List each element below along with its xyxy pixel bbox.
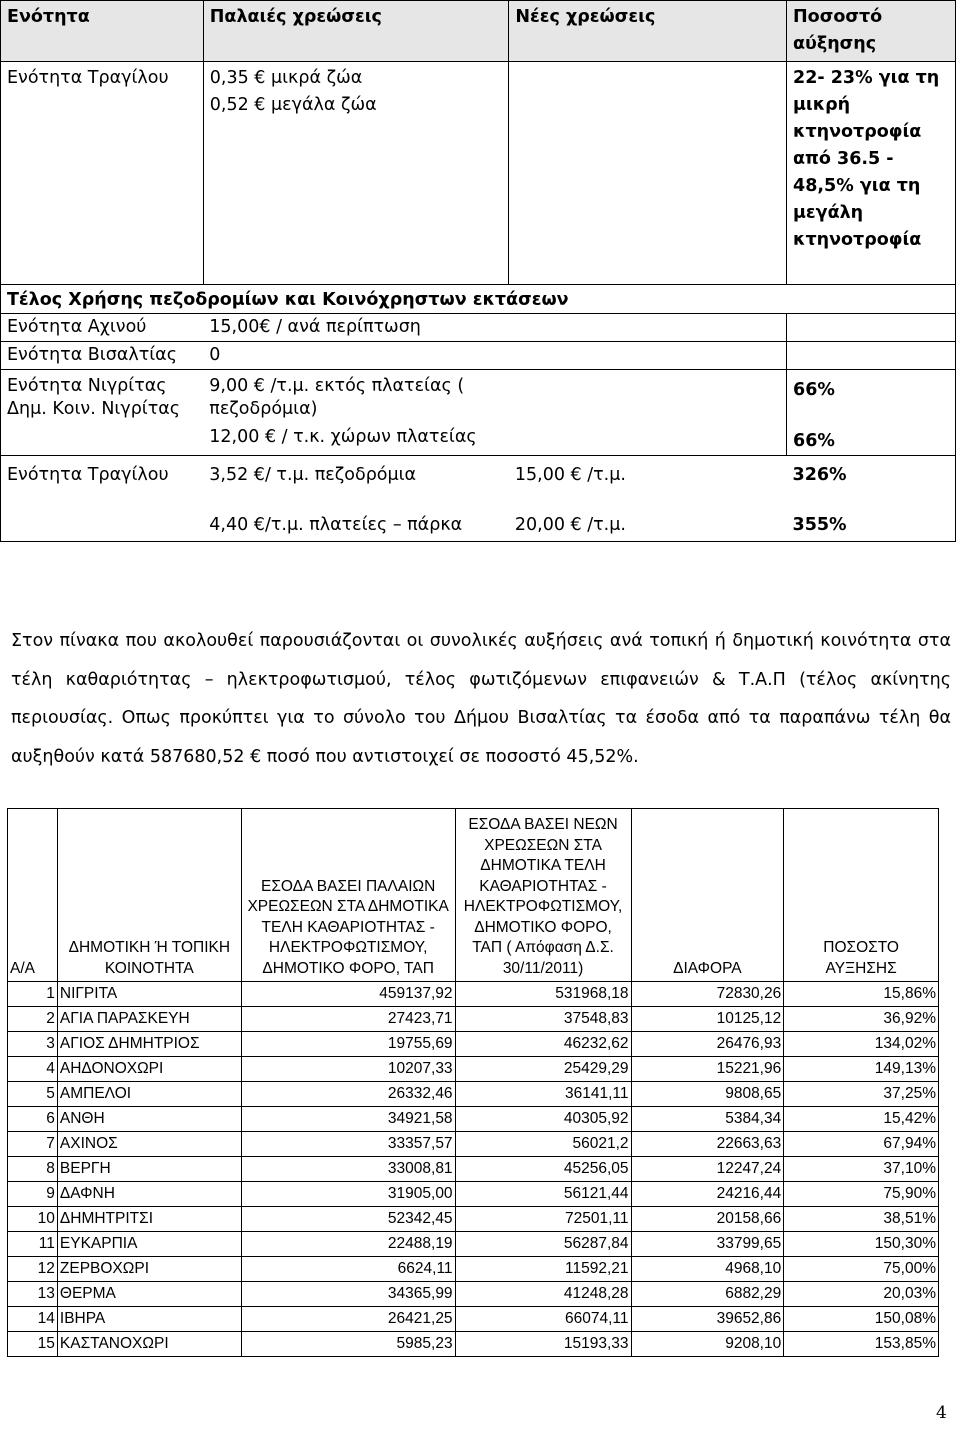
unit-tragilou-2: Ενότητα Τραγίλου bbox=[1, 456, 204, 542]
percent-increase: 150,30% bbox=[784, 1232, 939, 1257]
row-number: 14 bbox=[8, 1307, 58, 1332]
old-revenue: 26332,46 bbox=[241, 1082, 455, 1107]
section-title: Τέλος Χρήσης πεζοδρομίων και Κοινόχρηστων εκτάσεων bbox=[1, 285, 956, 314]
row-number: 4 bbox=[8, 1057, 58, 1082]
header-old-charges: Παλαιές χρεώσεις bbox=[203, 1, 509, 62]
community-name: ΕΥΚΑΡΠΙΑ bbox=[57, 1232, 241, 1257]
row-number: 12 bbox=[8, 1257, 58, 1282]
old-revenue: 22488,19 bbox=[241, 1232, 455, 1257]
percent-increase: 75,00% bbox=[784, 1257, 939, 1282]
difference-value: 12247,24 bbox=[631, 1157, 784, 1182]
percent-increase: 67,94% bbox=[784, 1132, 939, 1157]
row-number: 7 bbox=[8, 1132, 58, 1157]
table-row bbox=[8, 1182, 939, 1207]
visaltias-percent bbox=[787, 342, 956, 370]
page-number: 4 bbox=[936, 1403, 947, 1423]
charges-comparison-table bbox=[0, 0, 956, 542]
percent-increase: 75,90% bbox=[784, 1182, 939, 1207]
new-revenue: 25429,29 bbox=[455, 1057, 631, 1082]
tragilou-old-sidewalk: 3,52 €/ τ.μ. πεζοδρόμια bbox=[203, 456, 509, 513]
new-revenue: 40305,92 bbox=[455, 1107, 631, 1132]
nigritas-percent-square: 66% bbox=[787, 424, 956, 456]
new-revenue: 72501,11 bbox=[455, 1207, 631, 1232]
nigritas-fee-square: 12,00 € / τ.κ. χώρων πλατείας bbox=[203, 424, 786, 456]
percent-increase: 153,85% bbox=[784, 1332, 939, 1357]
community-name: ΒΕΡΓΗ bbox=[57, 1157, 241, 1182]
old-revenue: 19755,69 bbox=[241, 1032, 455, 1057]
table-row bbox=[8, 1232, 939, 1257]
row-number: 8 bbox=[8, 1157, 58, 1182]
table-row bbox=[8, 1257, 939, 1282]
new-revenue: 11592,21 bbox=[455, 1257, 631, 1282]
table-row bbox=[8, 1057, 939, 1082]
community-name: ΑΝΘΗ bbox=[57, 1107, 241, 1132]
percent-increase: 38,51% bbox=[784, 1207, 939, 1232]
old-large-animals: 0,52 € μεγάλα ζώα bbox=[209, 95, 377, 115]
nigritas-fee-sidewalk-line1: 9,00 € /τ.μ. εκτός πλατείας ( bbox=[209, 376, 465, 396]
table-row bbox=[8, 1332, 939, 1357]
old-small-animals: 0,35 € μικρά ζώα bbox=[209, 68, 363, 88]
community-name: ΑΓΙΑ ΠΑΡΑΣΚΕΥΗ bbox=[57, 1007, 241, 1032]
percent-increase: 149,13% bbox=[784, 1057, 939, 1082]
new-revenue: 36141,11 bbox=[455, 1082, 631, 1107]
old-revenue: 10207,33 bbox=[241, 1057, 455, 1082]
community-name: ΚΑΣΤΑΝΟΧΩΡΙ bbox=[57, 1332, 241, 1357]
table-row bbox=[8, 1032, 939, 1057]
header-difference: ΔΙΑΦΟΡΑ bbox=[631, 809, 784, 982]
new-revenue: 45256,05 bbox=[455, 1157, 631, 1182]
old-revenue: 5985,23 bbox=[241, 1332, 455, 1357]
new-revenue: 56021,2 bbox=[455, 1132, 631, 1157]
new-revenue: 531968,18 bbox=[455, 982, 631, 1007]
summary-paragraph: Στον πίνακα που ακολουθεί παρουσιάζονται οι συνολικές αυξήσεις ανά τοπική ή δημοτική κοινότητα στα τέλη καθαριότητας – ηλεκτροφωτισμού, τέλος φωτιζόμενων επιφανειών & Τ.Α.Π (τέλος ακίνητης περιουσίας. Οπως προκύπτει για το σύνολο του Δήμου Βισαλτίας τα έσοδα από τα παραπάνω τέλη θα αυξηθούν κατά 587680,52 € ποσό που αντιστοιχεί σε ποσοστό 45,52%. bbox=[11, 631, 951, 767]
community-name: ΝΙΓΡΙΤΑ bbox=[57, 982, 241, 1007]
unit-axinou: Ενότητα Αχινού bbox=[1, 314, 204, 342]
old-revenue: 33357,57 bbox=[241, 1132, 455, 1157]
header-community: ΔΗΜΟΤΙΚΗ Ή ΤΟΠΙΚΗ ΚΟΙΝΟΤΗΤΑ bbox=[57, 809, 241, 982]
new-revenue: 66074,11 bbox=[455, 1307, 631, 1332]
table-row bbox=[8, 1132, 939, 1157]
old-revenue: 459137,92 bbox=[241, 982, 455, 1007]
new-livestock-charges bbox=[509, 62, 787, 285]
header-old-revenue: ΕΣΟΔΑ ΒΑΣΕΙ ΠΑΛΑΙΩΝ ΧΡΕΩΣΕΩΝ ΣΤΑ ΔΗΜΟΤΙΚΑ ΤΕΛΗ ΚΑΘΑΡΙΟΤΗΤΑΣ - ΗΛΕΚΤΡΟΦΩΤΙΣΜΟΥ, ΔΗΜΟΤΙΚΟ ΦΟΡΟ, ΤΑΠ bbox=[241, 809, 455, 982]
community-name: ΔΑΦΝΗ bbox=[57, 1182, 241, 1207]
old-revenue: 26421,25 bbox=[241, 1307, 455, 1332]
difference-value: 15221,96 bbox=[631, 1057, 784, 1082]
community-name: ΑΧΙΝΟΣ bbox=[57, 1132, 241, 1157]
row-number: 15 bbox=[8, 1332, 58, 1357]
difference-value: 26476,93 bbox=[631, 1032, 784, 1057]
community-name: ΑΗΔΟΝΟΧΩΡΙ bbox=[57, 1057, 241, 1082]
table-row bbox=[8, 1307, 939, 1332]
new-revenue: 56121,44 bbox=[455, 1182, 631, 1207]
row-number: 10 bbox=[8, 1207, 58, 1232]
old-revenue: 6624,11 bbox=[241, 1257, 455, 1282]
charges-header-row bbox=[1, 1, 956, 62]
row-tragilou-1 bbox=[1, 456, 956, 513]
tragilou-new-square: 20,00 € /τ.μ. bbox=[509, 512, 787, 542]
old-revenue: 34921,58 bbox=[241, 1107, 455, 1132]
unit-visaltias: Ενότητα Βισαλτίας bbox=[1, 342, 204, 370]
tragilou-percent-square: 355% bbox=[787, 512, 956, 542]
new-revenue: 15193,33 bbox=[455, 1332, 631, 1357]
difference-value: 6882,29 bbox=[631, 1282, 784, 1307]
table-row bbox=[8, 1007, 939, 1032]
unit-tragilou: Ενότητα Τραγίλου bbox=[1, 62, 204, 285]
table-row bbox=[8, 982, 939, 1007]
community-name: ΘΕΡΜΑ bbox=[57, 1282, 241, 1307]
difference-value: 20158,66 bbox=[631, 1207, 784, 1232]
revenue-header-row bbox=[8, 809, 939, 982]
table-row bbox=[8, 1157, 939, 1182]
table-row bbox=[8, 1282, 939, 1307]
axinou-fee: 15,00€ / ανά περίπτωση bbox=[203, 314, 786, 342]
percent-increase: 20,03% bbox=[784, 1282, 939, 1307]
axinou-percent bbox=[787, 314, 956, 342]
row-nigritas-1 bbox=[1, 370, 956, 425]
table-row bbox=[8, 1082, 939, 1107]
row-number: 1 bbox=[8, 982, 58, 1007]
header-percent: ΠΟΣΟΣΤΟ ΑΥΞΗΣΗΣ bbox=[784, 809, 939, 982]
new-revenue: 37548,83 bbox=[455, 1007, 631, 1032]
percent-increase: 134,02% bbox=[784, 1032, 939, 1057]
old-revenue: 33008,81 bbox=[241, 1157, 455, 1182]
percent-increase: 37,25% bbox=[784, 1082, 939, 1107]
old-revenue: 27423,71 bbox=[241, 1007, 455, 1032]
row-number: 3 bbox=[8, 1032, 58, 1057]
visaltias-fee: 0 bbox=[203, 342, 786, 370]
community-name: ΖΕΡΒΟΧΩΡΙ bbox=[57, 1257, 241, 1282]
row-number: 2 bbox=[8, 1007, 58, 1032]
nigritas-fee-sidewalk-line2: πεζοδρόμια) bbox=[209, 399, 318, 419]
tragilou-percent-sidewalk: 326% bbox=[787, 456, 956, 513]
header-unit: Ενότητα bbox=[1, 1, 204, 62]
old-revenue: 34365,99 bbox=[241, 1282, 455, 1307]
old-livestock-charges bbox=[203, 62, 509, 285]
difference-value: 22663,63 bbox=[631, 1132, 784, 1157]
nigritas-fee-sidewalk bbox=[203, 370, 786, 425]
difference-value: 39652,86 bbox=[631, 1307, 784, 1332]
old-revenue: 52342,45 bbox=[241, 1207, 455, 1232]
header-aa: Α/Α bbox=[8, 809, 58, 982]
unit-nigritas-line2: Δημ. Κοιν. Νιγρίτας bbox=[7, 399, 181, 419]
row-number: 11 bbox=[8, 1232, 58, 1257]
revenue-table bbox=[7, 808, 939, 1357]
percent-increase: 37,10% bbox=[784, 1157, 939, 1182]
tragilou-new-sidewalk: 15,00 € /τ.μ. bbox=[509, 456, 787, 513]
percent-increase: 15,42% bbox=[784, 1107, 939, 1132]
row-tragilou-livestock bbox=[1, 62, 956, 285]
difference-value: 72830,26 bbox=[631, 982, 784, 1007]
difference-value: 4968,10 bbox=[631, 1257, 784, 1282]
header-new-charges: Νέες χρεώσεις bbox=[509, 1, 787, 62]
difference-value: 24216,44 bbox=[631, 1182, 784, 1207]
difference-value: 9208,10 bbox=[631, 1332, 784, 1357]
difference-value: 33799,65 bbox=[631, 1232, 784, 1257]
tragilou-old-square: 4,40 €/τ.μ. πλατείες – πάρκα bbox=[203, 512, 509, 542]
row-visaltias bbox=[1, 342, 956, 370]
header-new-revenue: ΕΣΟΔΑ ΒΑΣΕΙ ΝΕΩΝ ΧΡΕΩΣΕΩΝ ΣΤΑ ΔΗΜΟΤΙΚΑ ΤΕΛΗ ΚΑΘΑΡΙΟΤΗΤΑΣ - ΗΛΕΚΤΡΟΦΩΤΙΣΜΟΥ, ΔΗΜΟΤΙΚΟ ΦΟΡΟ, ΤΑΠ ( Απόφαση Δ.Σ. 30/11/2011) bbox=[455, 809, 631, 982]
community-name: ΑΜΠΕΛΟΙ bbox=[57, 1082, 241, 1107]
table-row bbox=[8, 1207, 939, 1232]
livestock-percent: 22- 23% για τη μικρή κτηνοτροφία από 36.5 - 48,5% για τη μεγάλη κτηνοτροφία bbox=[787, 62, 956, 285]
community-name: ΑΓΙΟΣ ΔΗΜΗΤΡΙΟΣ bbox=[57, 1032, 241, 1057]
row-number: 13 bbox=[8, 1282, 58, 1307]
old-revenue: 31905,00 bbox=[241, 1182, 455, 1207]
difference-value: 5384,34 bbox=[631, 1107, 784, 1132]
percent-increase: 15,86% bbox=[784, 982, 939, 1007]
difference-value: 9808,65 bbox=[631, 1082, 784, 1107]
new-revenue: 46232,62 bbox=[455, 1032, 631, 1057]
row-number: 9 bbox=[8, 1182, 58, 1207]
row-axinou bbox=[1, 314, 956, 342]
section-title-row bbox=[1, 285, 956, 314]
nigritas-percent-sidewalk: 66% bbox=[787, 370, 956, 425]
unit-nigritas-line1: Ενότητα Νιγρίτας bbox=[7, 376, 167, 396]
header-percent-increase: Ποσοστό αύξησης bbox=[787, 1, 956, 62]
unit-nigritas bbox=[1, 370, 204, 456]
percent-increase: 150,08% bbox=[784, 1307, 939, 1332]
difference-value: 10125,12 bbox=[631, 1007, 784, 1032]
new-revenue: 41248,28 bbox=[455, 1282, 631, 1307]
revenue-rows bbox=[8, 982, 939, 1357]
table-row bbox=[8, 1107, 939, 1132]
percent-increase: 36,92% bbox=[784, 1007, 939, 1032]
row-number: 6 bbox=[8, 1107, 58, 1132]
row-number: 5 bbox=[8, 1082, 58, 1107]
community-name: ΔΗΜΗΤΡΙΤΣΙ bbox=[57, 1207, 241, 1232]
new-revenue: 56287,84 bbox=[455, 1232, 631, 1257]
community-name: ΙΒΗΡΑ bbox=[57, 1307, 241, 1332]
